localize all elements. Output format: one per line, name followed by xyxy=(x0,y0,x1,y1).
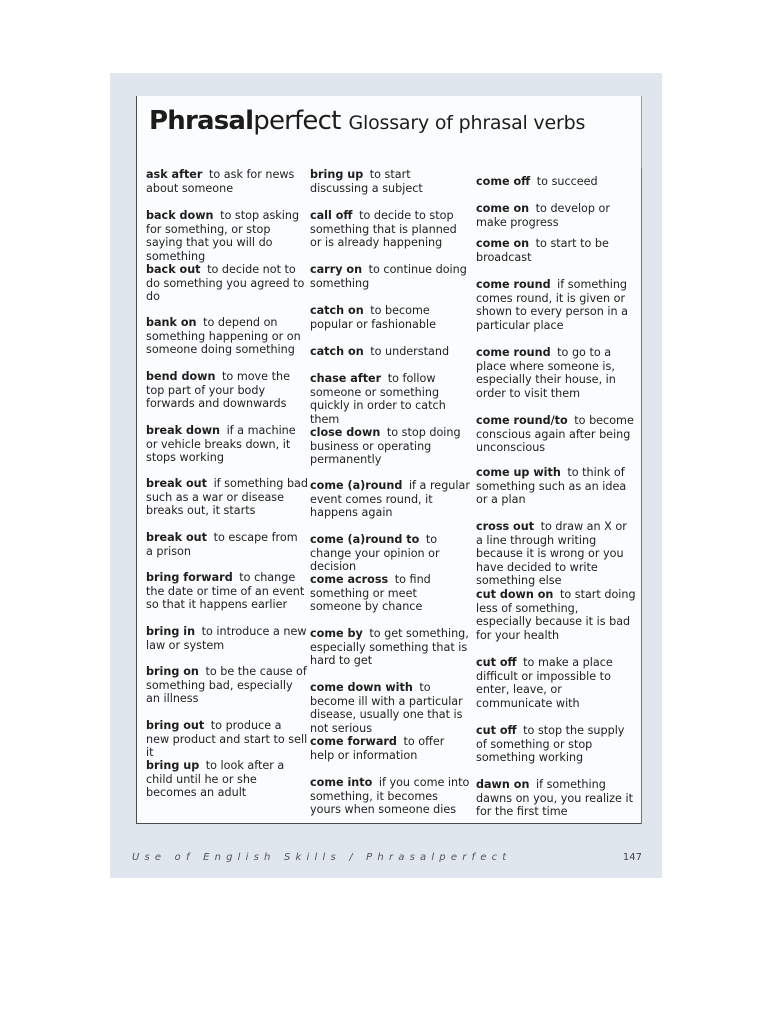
glossary-entry xyxy=(310,372,470,426)
glossary-entry xyxy=(146,168,308,195)
entry-term: come on xyxy=(476,202,530,215)
glossary-entry xyxy=(146,263,308,304)
entry-term: call off xyxy=(310,209,353,222)
entry-term: come (a)round xyxy=(310,479,403,492)
glossary-entry xyxy=(476,724,636,765)
entry-term: cross out xyxy=(476,520,535,533)
entry-definition: to think of something such as an idea or a plan xyxy=(476,466,627,506)
glossary-entry xyxy=(476,778,636,819)
entry-definition: to decide to stop something that is planned or is already happening xyxy=(310,209,457,249)
entry-definition: to be the cause of something bad, especially an illness xyxy=(146,665,307,705)
entry-term: come round xyxy=(476,346,551,359)
glossary-entry xyxy=(146,759,308,800)
entry-definition: to produce a new product and start to sell it xyxy=(146,719,308,759)
glossary-entry xyxy=(146,316,308,357)
entry-definition: to change the date or time of an event so that it happens earlier xyxy=(146,571,305,611)
entry-term: carry on xyxy=(310,263,363,276)
running-title: Use of English Skills / Phrasalperfect xyxy=(132,852,512,863)
entry-term: come round/to xyxy=(476,414,568,427)
entry-definition: to stop asking for something, or stop saying that you will do something xyxy=(146,209,300,263)
glossary-entry xyxy=(310,345,470,359)
entry-definition: to start doing less of something, especially because it is bad for your health xyxy=(476,588,636,642)
page-title xyxy=(149,106,585,136)
glossary-entry xyxy=(310,533,470,574)
entry-definition: to succeed xyxy=(536,175,598,188)
entry-term: come across xyxy=(310,573,389,586)
entry-term: cut down on xyxy=(476,588,554,601)
glossary-entry xyxy=(310,209,470,250)
entry-definition: to introduce a new law or system xyxy=(146,625,307,652)
glossary-entry xyxy=(310,573,470,614)
glossary-entry xyxy=(146,719,308,760)
entry-definition: to offer help or information xyxy=(310,735,445,762)
entry-definition: to look after a child until he or she becomes an adult xyxy=(146,759,285,799)
page-edge-rule xyxy=(641,168,642,823)
glossary-entry xyxy=(476,588,636,642)
entry-term: come into xyxy=(310,776,373,789)
entry-term: catch on xyxy=(310,304,364,317)
entry-definition: to depend on something happening or on someone doing something xyxy=(146,316,301,356)
page-number: 147 xyxy=(622,852,642,863)
entry-definition: to make a place difficult or impossible to enter, leave, or communicate with xyxy=(476,656,613,710)
glossary-entry xyxy=(310,168,470,195)
glossary-entry xyxy=(476,414,636,455)
entry-term: break down xyxy=(146,424,220,437)
entry-definition: if you come into something, it becomes yours when someone dies xyxy=(310,776,470,816)
entry-definition: to go to a place where someone is, especially their house, in order to visit them xyxy=(476,346,616,400)
entry-term: come on xyxy=(476,237,530,250)
entry-definition: to draw an X or a line through writing because it is wrong or you have decided to write something else xyxy=(476,520,627,587)
page-footer xyxy=(132,852,642,870)
entry-definition: to stop the supply of something or stop something working xyxy=(476,724,625,764)
glossary-entry xyxy=(310,735,470,762)
entry-term: ask after xyxy=(146,168,203,181)
glossary-entry xyxy=(476,175,636,189)
entry-definition: to find something or meet someone by chance xyxy=(310,573,431,613)
entry-definition: to start discussing a subject xyxy=(310,168,423,195)
entry-definition: to become ill with a particular disease, usually one that is not serious xyxy=(310,681,463,735)
glossary-entry xyxy=(310,426,470,467)
glossary-entry xyxy=(476,466,636,507)
entry-definition: to decide not to do something you agreed to do xyxy=(146,263,305,303)
entry-term: come (a)round to xyxy=(310,533,420,546)
entry-term: chase after xyxy=(310,372,382,385)
glossary-entry xyxy=(310,479,470,520)
entry-term: break out xyxy=(146,477,207,490)
glossary-entry xyxy=(146,665,308,706)
entry-term: back out xyxy=(146,263,201,276)
entry-term: bend down xyxy=(146,370,216,383)
glossary-entry xyxy=(310,304,470,331)
entry-definition: if a regular event comes round, it happens again xyxy=(310,479,470,519)
glossary-page xyxy=(136,96,642,824)
entry-term: bring up xyxy=(310,168,364,181)
entry-term: cut off xyxy=(476,724,517,737)
entry-term: come by xyxy=(310,627,363,640)
glossary-entry xyxy=(310,681,470,735)
glossary-entry xyxy=(476,278,636,332)
entry-term: come forward xyxy=(310,735,397,748)
entry-definition: to become conscious again after being unconscious xyxy=(476,414,634,454)
glossary-entry xyxy=(476,520,636,588)
entry-term: catch on xyxy=(310,345,364,358)
entry-term: come round xyxy=(476,278,551,291)
entry-term: bring out xyxy=(146,719,205,732)
entry-definition: to develop or make progress xyxy=(476,202,611,229)
glossary-entry xyxy=(310,263,470,290)
entry-term: break out xyxy=(146,531,207,544)
entry-term: bring up xyxy=(146,759,200,772)
entry-term: bring on xyxy=(146,665,199,678)
glossary-entry xyxy=(146,531,308,558)
entry-definition: if a machine or vehicle breaks down, it stops working xyxy=(146,424,296,464)
entry-definition: to escape from a prison xyxy=(146,531,298,558)
entry-definition: to start to be broadcast xyxy=(476,237,609,264)
glossary-entry xyxy=(310,627,470,668)
entry-term: close down xyxy=(310,426,381,439)
entry-definition: to understand xyxy=(370,345,450,358)
glossary-entry xyxy=(146,209,308,263)
entry-definition: to continue doing something xyxy=(310,263,467,290)
glossary-entry xyxy=(146,424,308,465)
entry-term: bank on xyxy=(146,316,197,329)
entry-definition: to move the top part of your body forwards and downwards xyxy=(146,370,290,410)
glossary-entry xyxy=(476,346,636,400)
glossary-entry xyxy=(146,477,308,518)
page-subtitle: Glossary of phrasal verbs xyxy=(348,112,586,134)
entry-definition: if something comes round, it is given or shown to every person in a particular place xyxy=(476,278,629,332)
entry-term: come up with xyxy=(476,466,561,479)
entry-term: back down xyxy=(146,209,214,222)
entry-definition: to ask for news about someone xyxy=(146,168,295,195)
glossary-entry xyxy=(146,370,308,411)
entry-term: come off xyxy=(476,175,531,188)
entry-term: come down with xyxy=(310,681,413,694)
entry-term: dawn on xyxy=(476,778,530,791)
entry-definition: to change your opinion or decision xyxy=(310,533,440,573)
entry-definition: if something bad such as a war or disease breaks out, it starts xyxy=(146,477,309,517)
entry-term: cut off xyxy=(476,656,517,669)
entry-definition: to stop doing business or operating permanently xyxy=(310,426,461,466)
glossary-entry xyxy=(476,237,636,264)
brand-bold: Phrasal xyxy=(149,106,254,136)
entry-definition: to get something, especially something that is hard to get xyxy=(310,627,469,667)
entry-definition: if something dawns on you, you realize it for the first time xyxy=(476,778,633,818)
glossary-entry xyxy=(146,625,308,652)
entry-definition: to follow someone or something quickly in order to catch them xyxy=(310,372,446,426)
glossary-entry xyxy=(476,202,636,229)
entry-term: bring forward xyxy=(146,571,233,584)
glossary-entry xyxy=(476,656,636,710)
glossary-entry xyxy=(310,776,470,817)
entry-definition: to become popular or fashionable xyxy=(310,304,436,331)
glossary-entry xyxy=(146,571,308,612)
brand-light: perfect xyxy=(253,106,341,136)
entry-term: bring in xyxy=(146,625,196,638)
